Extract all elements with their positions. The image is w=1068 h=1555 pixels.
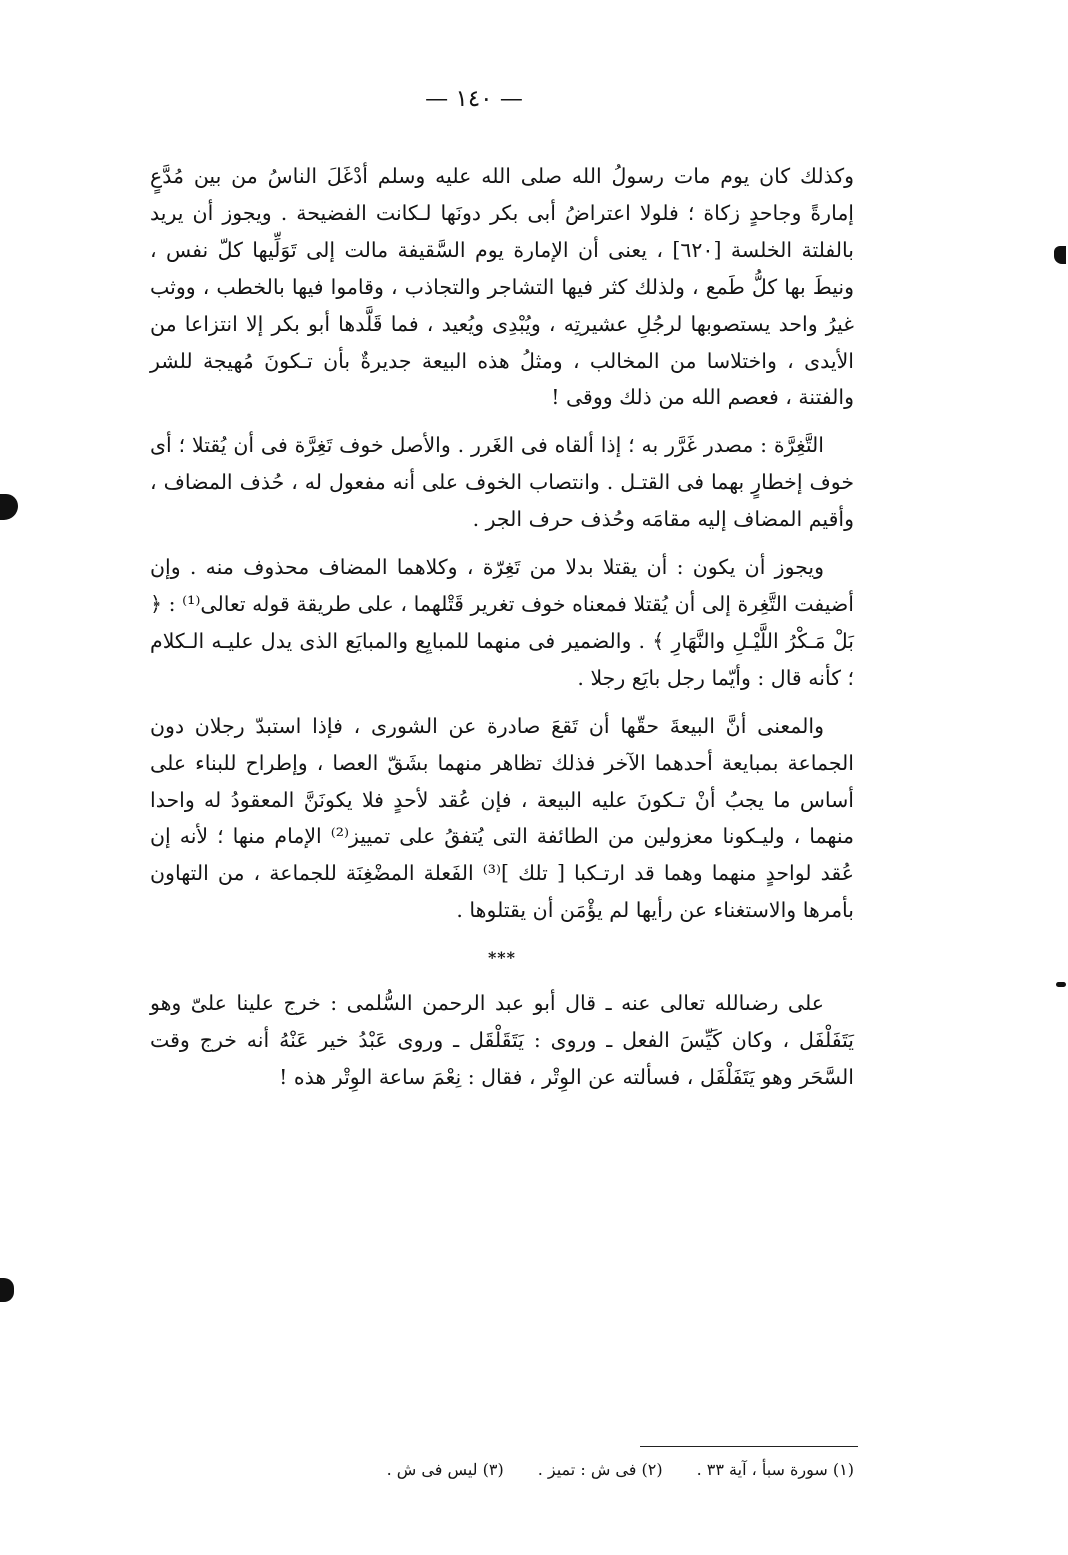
- closing-paragraph: على رضىالله تعالى عنه ـ قال أبو عبد الرحمن السُّلمى : خرج علينا علىّ وهو يَتَفَلْفَل ، وكان كَيِّسَ الفعل ـ وروى : يَتَقَلْقَل ـ وروى عَبْدُ خير عَنْهُ أنه خرج وقت السَّحَر وهو يَتَفَلْفَل ، فسألته عن الوِتْر ، فقال : نِعْمَ ساعة الوِتْر هذه !: [150, 991, 854, 1089]
- footnote-1: (١) سورة سبأ ، آية ٣٣ .: [696, 1460, 854, 1479]
- paragraph-4: والمعنى أنَّ البيعةَ حقّها أن تَقعَ صادرة عن الشورى ، فإذا استبدّ رجلان دون الجماعة بمبايعة أحدهما الآخر فذلك تظاهر منهما بشَقّ العصا ، وإطراح للبناء على أساس ما يجبُ أنْ تـكونَ عليه البيعة ، فإن عُقد لأحدٍ فلا يكونَنَّ المعقودُ له واحدا منهما ، وليـكونا معزولين من الطائفة التى يُتفقُ على تمييز⁽²⁾ الإمام منها ؛ لأنه إن عُقد لواحدٍ منهما وهما قد ارتـكبا [ تلك ]⁽³⁾ الفَعلة المضْغِنَة للجماعة ، من التهاون بأمرها والاستغناء عن رأيها لم يؤْمَن أن يقتلوها .: [150, 713, 854, 923]
- scan-edge-mark: [1054, 246, 1066, 264]
- footnote-2: (٢) فى ش : تميز .: [537, 1460, 663, 1479]
- paragraph-3: ويجوز أن يكون : أن يقتلا بدلا من تَغِرّة ، وكلاهما المضاف محذوف منه . وإن أضيفت التَّغِرة إلى أن يُقتلا فمعناه خوف تغرير قَتْلهما ، على طريقة قوله تعالى⁽¹⁾ : ﴿ بَلْ مَـكْرُ اللَّيْـلِ والنَّهَارِ ﴾ . والضمير فى منهما للمبايِع والمبايَع الذى يدل عليـه الـكلام ؛ كأنه قال : وأيّما رجل بايَع رجلا .: [150, 555, 854, 690]
- footnotes: [250, 1456, 854, 1484]
- paragraph-2: التَّغِرَّة : مصدر غَرَّر به ؛ إذا ألقاه فى الغَرر . والأصل خوف تَغِرَّة فى أن يُقتلا ؛ أى خوف إخطارٍ بهما فى القتـل . وانتصاب الخوف على أنه مفعول له ، حُذف المضاف ، وأقيم المضاف إليه مقامَه وحُذف حرف الجر .: [150, 433, 854, 532]
- footnote-3: (٣) ليس فى ش .: [386, 1460, 504, 1479]
- footnote-divider: [640, 1446, 858, 1447]
- page-number: — ١٤٠ —: [425, 86, 523, 112]
- paragraph-1: وكذلك كان يوم مات رسولُ الله صلى الله عليه وسلم أدْغَلَ الناسُ من بين مُدَّعٍ إمارةً وجاحدٍ زكاة ؛ فلولا اعتراضُ أبى بكر دونَها لـكانت الفضيحة . ويجوز أن يريد بالفلتة الخلسة [٦٢٠] ، يعنى أن الإمارة يوم السَّقيفة مالت إلى تَوَلِّيها كلّ نفس ، ونيطَ بها كلُّ طَمع ، ولذلك كثر فيها التشاجر والتجاذب ، وقاموا فيها بالخطب ، ووثب غيرُ واحد يستصوبها لرجُلِ عشيرتِه ، ويُبْدِى ويُعيد ، فما قَلَّدها أبو بكر إلا انتزاعا من الأيدى ، واختلاسا من المخالب ، ومثلُ هذه البيعة جديرةٌ بأن تـكونَ مُهيجة للشر والفتنة ، فعصم الله من ذلك ووقى !: [150, 164, 854, 410]
- scan-edge-mark: [0, 494, 18, 520]
- section-separator: ***: [487, 948, 517, 968]
- scan-edge-mark: [0, 1278, 14, 1302]
- scan-edge-mark: [1056, 982, 1066, 987]
- main-text: [150, 158, 854, 1107]
